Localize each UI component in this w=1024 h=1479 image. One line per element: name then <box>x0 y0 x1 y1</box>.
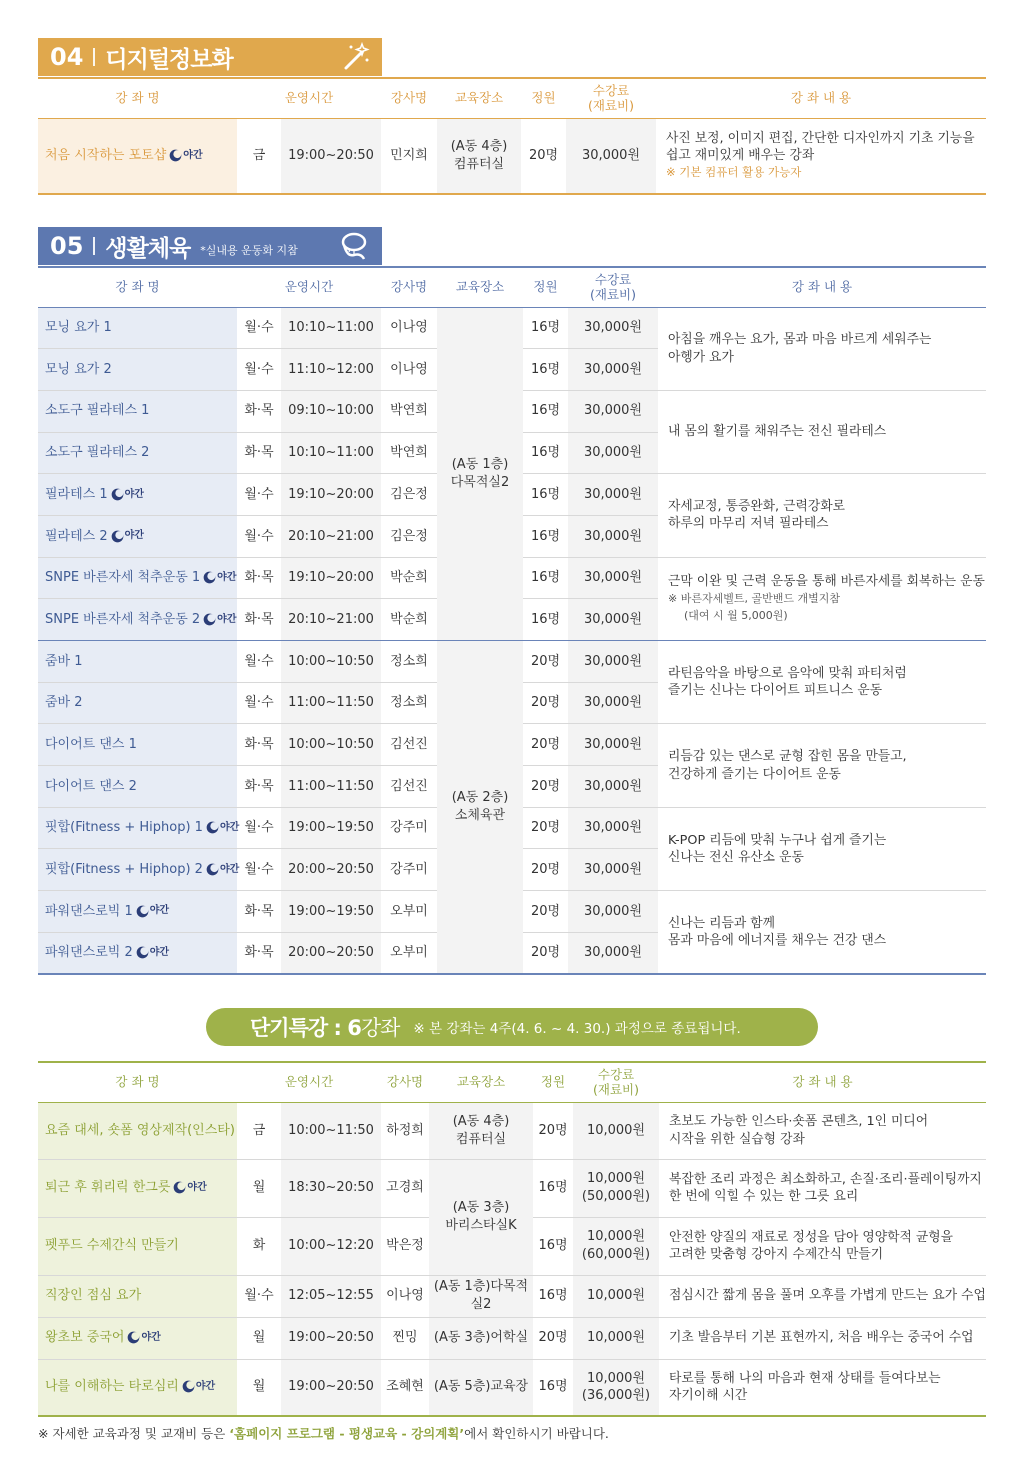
course-teacher: 이나영 <box>381 1275 429 1317</box>
course-day: 월 <box>237 1317 281 1359</box>
course-teacher: 찐밍 <box>381 1317 429 1359</box>
course-description: 점심시간 짧게 몸을 풀며 오후를 가볍게 만드는 요가 수업 <box>659 1275 986 1317</box>
course-description: 근막 이완 및 근력 운동을 통해 바른자세를 회복하는 운동 ※ 바른자세벨트, 골반밴드 개별지참 (대여 시 월 5,000원) <box>658 557 986 640</box>
course-place: (A동 3층) 바리스타실K <box>429 1159 533 1275</box>
course-fee: 30,000원 <box>568 599 658 641</box>
course-name: SNPE 바른자세 척추운동 2 야간 <box>38 599 237 641</box>
moon-icon <box>136 905 149 918</box>
night-badge: 야간 <box>203 613 236 627</box>
course-description: 신나는 리듬과 함께 몸과 마음에 에너지를 채우는 건강 댄스 <box>658 891 986 974</box>
course-time: 10:00~11:50 <box>281 1102 381 1159</box>
course-day: 월 <box>237 1359 281 1416</box>
course-teacher: 오부미 <box>381 891 437 933</box>
course-capacity: 20명 <box>523 932 568 974</box>
table-row <box>38 641 986 683</box>
course-day: 월·수 <box>237 515 281 557</box>
course-time: 09:10~10:00 <box>281 390 381 432</box>
course-day: 화·목 <box>237 432 281 474</box>
course-name: 퇴근 후 휘리릭 한그릇 야간 <box>38 1159 237 1217</box>
course-fee: 30,000원 <box>568 891 658 933</box>
course-fee: 30,000원 <box>568 766 658 808</box>
course-fee: 10,000원 <box>573 1275 659 1317</box>
course-day: 금 <box>252 147 266 163</box>
course-time: 20:00~20:50 <box>281 932 381 974</box>
header-capacity: 정원 <box>521 78 566 118</box>
special-title: 단기특강 : 6강좌 <box>250 1016 400 1040</box>
course-day: 월·수 <box>237 849 281 891</box>
header-name: 강 좌 명 <box>38 1062 237 1102</box>
night-badge: 야간 <box>136 904 169 918</box>
course-teacher: 김선진 <box>381 724 437 766</box>
moon-icon <box>206 821 219 834</box>
course-capacity: 20명 <box>523 891 568 933</box>
course-fee: 10,000원 (50,000원) <box>573 1159 659 1217</box>
course-teacher: 하정희 <box>381 1102 429 1159</box>
moon-icon <box>111 530 124 543</box>
course-day: 화·목 <box>237 932 281 974</box>
course-capacity: 20명 <box>523 849 568 891</box>
course-teacher: 박순희 <box>381 557 437 599</box>
course-teacher: 조혜현 <box>381 1359 429 1416</box>
table-header <box>38 78 986 118</box>
night-badge: 야간 <box>206 821 239 835</box>
header-name: 강 좌 명 <box>38 78 237 118</box>
course-day: 화·목 <box>237 390 281 432</box>
header-time: 운영시간 <box>237 78 381 118</box>
course-capacity: 16명 <box>523 557 568 599</box>
course-name: 다이어트 댄스 2 <box>38 766 237 808</box>
course-capacity: 16명 <box>523 390 568 432</box>
course-day: 화·목 <box>237 766 281 808</box>
course-day: 금 <box>237 1102 281 1159</box>
course-name: 요즘 대세, 숏폼 영상제작(인스타) <box>38 1102 237 1159</box>
course-day: 월 <box>237 1159 281 1217</box>
course-capacity: 20명 <box>533 1102 573 1159</box>
course-teacher: 김선진 <box>381 766 437 808</box>
course-capacity: 20명 <box>523 682 568 724</box>
header-teacher: 강사명 <box>381 1062 429 1102</box>
course-capacity: 16명 <box>523 599 568 641</box>
table-row <box>38 1159 986 1217</box>
course-fee: 30,000원 <box>568 932 658 974</box>
course-name: 파워댄스로빅 1 야간 <box>38 891 237 933</box>
moon-icon <box>173 1181 186 1194</box>
course-teacher: 강주미 <box>381 849 437 891</box>
course-teacher: 박연희 <box>381 390 437 432</box>
header-name: 강 좌 명 <box>38 267 237 307</box>
course-capacity: 16명 <box>533 1275 573 1317</box>
course-time: 11:10~12:00 <box>281 349 381 391</box>
night-badge: 야간 <box>203 571 236 585</box>
section-05-banner <box>38 227 382 265</box>
night-badge: 야간 <box>182 1380 215 1394</box>
course-fee: 30,000원 <box>568 849 658 891</box>
night-badge: 야간 <box>206 863 239 877</box>
course-day: 월·수 <box>237 641 281 683</box>
course-time: 12:05~12:55 <box>281 1275 381 1317</box>
course-description: 타로를 통해 나의 마음과 현재 상태를 들여다보는 자기이해 시간 <box>659 1359 986 1416</box>
course-time: 11:00~11:50 <box>281 682 381 724</box>
course-description: 초보도 가능한 인스타·숏폼 콘텐츠, 1인 미디어 시작을 위한 실습형 강좌 <box>659 1102 986 1159</box>
special-note: ※ 본 강좌는 4주(4. 6. ~ 4. 30.) 과정으로 종료됩니다. <box>413 1021 741 1037</box>
course-capacity: 20명 <box>523 641 568 683</box>
course-capacity: 16명 <box>533 1359 573 1416</box>
section-title: 디지털정보화 <box>105 46 233 73</box>
course-description: 사진 보정, 이미지 편집, 간단한 디자인까지 기초 기능을 쉽고 재미있게 배우는 강좌 ※ 기본 컴퓨터 활용 가능자 <box>666 130 975 180</box>
course-fee: 10,000원 <box>573 1102 659 1159</box>
table-row <box>38 1317 986 1359</box>
divider <box>93 48 95 66</box>
course-capacity: 16명 <box>523 474 568 516</box>
course-place: (A동 3층)어학실 <box>429 1317 533 1359</box>
course-day: 화·목 <box>237 599 281 641</box>
night-badge: 야간 <box>169 149 202 163</box>
night-badge: 야간 <box>111 488 144 502</box>
night-badge: 야간 <box>111 529 144 543</box>
course-name: 모닝 요가 1 <box>38 307 237 349</box>
section-number: 04 <box>50 43 84 71</box>
table-header <box>38 267 986 307</box>
table-row <box>38 1275 986 1317</box>
moon-icon <box>203 571 216 584</box>
course-name: 핏합(Fitness + Hiphop) 2 야간 <box>38 849 237 891</box>
moon-icon <box>136 946 149 959</box>
course-place: (A동 4층) 컴퓨터실 <box>437 118 521 194</box>
course-teacher: 박연희 <box>381 432 437 474</box>
course-fee: 30,000원 <box>568 390 658 432</box>
course-capacity: 20명 <box>528 147 559 163</box>
magic-wand-icon <box>340 42 370 72</box>
course-place: (A동 5층)교육장 <box>429 1359 533 1416</box>
table-row <box>38 1102 986 1159</box>
header-capacity: 정원 <box>533 1062 573 1102</box>
course-teacher: 민지희 <box>390 147 428 163</box>
course-fee: 30,000원 <box>568 557 658 599</box>
course-time: 19:00~19:50 <box>281 807 381 849</box>
course-place: (A동 2층) 소체육관 <box>437 641 523 975</box>
header-content: 강 좌 내 용 <box>656 78 986 118</box>
course-time: 20:10~21:00 <box>281 515 381 557</box>
course-teacher: 정소희 <box>381 641 437 683</box>
course-teacher: 오부미 <box>381 932 437 974</box>
homepage-link-text: ‘홈페이지 프로그램 - 평생교육 - 강의계획’ <box>229 1426 465 1441</box>
course-name: 왕초보 중국어 야간 <box>38 1317 237 1359</box>
course-place: (A동 4층) 컴퓨터실 <box>429 1102 533 1159</box>
course-teacher: 정소희 <box>381 682 437 724</box>
course-name: 필라테스 1 야간 <box>38 474 237 516</box>
night-badge: 야간 <box>173 1181 206 1195</box>
course-time: 20:10~21:00 <box>281 599 381 641</box>
course-name: 다이어트 댄스 1 <box>38 724 237 766</box>
header-capacity: 정원 <box>523 267 568 307</box>
course-day: 화 <box>237 1217 281 1275</box>
section-note: *실내용 운동화 지참 <box>200 244 298 257</box>
course-capacity: 16명 <box>523 515 568 557</box>
course-capacity: 20명 <box>523 724 568 766</box>
course-name: 소도구 필라테스 1 <box>38 390 237 432</box>
course-name: 필라테스 2 야간 <box>38 515 237 557</box>
course-fee: 30,000원 <box>568 807 658 849</box>
digital-course-table <box>38 77 986 195</box>
special-course-table <box>38 1061 986 1417</box>
course-place: (A동 1층) 다목적실2 <box>437 307 523 641</box>
course-day: 월·수 <box>237 307 281 349</box>
course-name: 펫푸드 수제간식 만들기 <box>38 1217 237 1275</box>
header-time: 운영시간 <box>237 1062 381 1102</box>
course-teacher: 이나영 <box>381 307 437 349</box>
course-time: 19:00~20:50 <box>281 118 381 194</box>
header-place: 교육장소 <box>437 267 523 307</box>
course-capacity: 20명 <box>523 766 568 808</box>
course-teacher: 고경희 <box>381 1159 429 1217</box>
course-capacity: 16명 <box>523 432 568 474</box>
footer-note: ※ 자세한 교육과정 및 교재비 등은 ‘홈페이지 프로그램 - 평생교육 - 강의계획’에서 확인하시기 바랍니다. <box>38 1426 609 1441</box>
header-time: 운영시간 <box>237 267 381 307</box>
course-fee: 30,000원 <box>568 349 658 391</box>
moon-icon <box>111 488 124 501</box>
divider <box>93 237 95 255</box>
table-row <box>38 1359 986 1416</box>
course-teacher: 박은정 <box>381 1217 429 1275</box>
course-fee: 10,000원 <box>573 1317 659 1359</box>
course-time: 19:00~20:50 <box>281 1359 381 1416</box>
course-day: 화·목 <box>237 724 281 766</box>
course-teacher: 박순희 <box>381 599 437 641</box>
course-time: 10:00~12:20 <box>281 1217 381 1275</box>
course-name: 줌바 1 <box>38 641 237 683</box>
header-fee: 수강료 (재료비) <box>573 1062 659 1102</box>
course-name: 처음 시작하는 포토샵 야간 <box>38 118 237 194</box>
course-day: 화·목 <box>237 557 281 599</box>
header-teacher: 강사명 <box>381 78 437 118</box>
course-capacity: 16명 <box>533 1159 573 1217</box>
course-description: 안전한 양질의 재료로 정성을 담아 영양학적 균형을 고려한 맞춤형 강아지 수제간식 만들기 <box>659 1217 986 1275</box>
course-capacity: 16명 <box>533 1217 573 1275</box>
course-time: 19:00~20:50 <box>281 1317 381 1359</box>
section-title: 생활체육 <box>105 235 191 262</box>
course-fee: 10,000원 (36,000원) <box>573 1359 659 1416</box>
course-teacher: 이나영 <box>381 349 437 391</box>
course-name: SNPE 바른자세 척추운동 1 야간 <box>38 557 237 599</box>
course-description: 내 몸의 활기를 채워주는 전신 필라테스 <box>658 390 986 473</box>
course-name: 모닝 요가 2 <box>38 349 237 391</box>
moon-icon <box>182 1380 195 1393</box>
table-row <box>38 307 986 349</box>
header-content: 강 좌 내 용 <box>658 267 986 307</box>
course-day: 월·수 <box>237 1275 281 1317</box>
course-description: K-POP 리듬에 맞춰 누구나 쉽게 즐기는 신나는 전신 유산소 운동 <box>658 807 986 890</box>
course-fee: 30,000원 <box>568 724 658 766</box>
course-time: 19:00~19:50 <box>281 891 381 933</box>
course-name: 소도구 필라테스 2 <box>38 432 237 474</box>
header-teacher: 강사명 <box>381 267 437 307</box>
course-fee: 30,000원 <box>568 307 658 349</box>
course-place: (A동 1층)다목적실2 <box>429 1275 533 1317</box>
course-day: 화·목 <box>237 891 281 933</box>
course-time: 10:10~11:00 <box>281 307 381 349</box>
moon-icon <box>203 613 216 626</box>
course-capacity: 20명 <box>523 807 568 849</box>
course-name: 줌바 2 <box>38 682 237 724</box>
header-place: 교육장소 <box>437 78 521 118</box>
night-badge: 야간 <box>136 946 169 960</box>
course-day: 월·수 <box>237 474 281 516</box>
course-fee: 30,000원 <box>568 682 658 724</box>
header-fee: 수강료 (재료비) <box>568 267 658 307</box>
course-time: 10:00~10:50 <box>281 724 381 766</box>
moon-icon <box>127 1331 140 1344</box>
course-name: 나를 이해하는 타로심리 야간 <box>38 1359 237 1416</box>
course-time: 10:10~11:00 <box>281 432 381 474</box>
course-description: 복잡한 조리 과정은 최소화하고, 손질·조리·플레이팅까지 한 번에 익힐 수 있는 한 그릇 요리 <box>659 1159 986 1217</box>
course-description: 아침을 깨우는 요가, 몸과 마음 바르게 세워주는 아헹가 요가 <box>658 307 986 390</box>
header-fee: 수강료 (재료비) <box>566 78 656 118</box>
course-day: 월·수 <box>237 682 281 724</box>
course-description: 자세교정, 통증완화, 근력강화로 하루의 마무리 저녁 필라테스 <box>658 474 986 557</box>
course-description: 라틴음악을 바탕으로 음악에 맞춰 파티처럼 즐기는 신나는 다이어트 피트니스 운동 <box>658 641 986 724</box>
course-teacher: 강주미 <box>381 807 437 849</box>
course-time: 19:10~20:00 <box>281 557 381 599</box>
course-day: 월·수 <box>237 349 281 391</box>
course-fee: 30,000원 <box>568 641 658 683</box>
course-time: 10:00~10:50 <box>281 641 381 683</box>
course-fee: 30,000원 <box>568 432 658 474</box>
course-name: 파워댄스로빅 2 야간 <box>38 932 237 974</box>
course-description: 기초 발음부터 기본 표현까지, 처음 배우는 중국어 수업 <box>659 1317 986 1359</box>
course-fee: 10,000원 (60,000원) <box>573 1217 659 1275</box>
course-fee: 30,000원 <box>568 515 658 557</box>
table-row <box>38 118 986 194</box>
night-badge: 야간 <box>127 1331 160 1345</box>
moon-icon <box>169 149 182 162</box>
course-capacity: 16명 <box>523 307 568 349</box>
course-capacity: 20명 <box>533 1317 573 1359</box>
measuring-tape-icon <box>338 231 370 261</box>
course-teacher: 김은정 <box>381 474 437 516</box>
course-time: 11:00~11:50 <box>281 766 381 808</box>
course-fee: 30,000원 <box>566 118 656 194</box>
course-capacity: 16명 <box>523 349 568 391</box>
sports-course-table <box>38 266 986 975</box>
course-teacher: 김은정 <box>381 515 437 557</box>
course-time: 19:10~20:00 <box>281 474 381 516</box>
course-fee: 30,000원 <box>568 474 658 516</box>
header-place: 교육장소 <box>429 1062 533 1102</box>
section-04-banner <box>38 38 382 76</box>
course-day: 월·수 <box>237 807 281 849</box>
course-time: 20:00~20:50 <box>281 849 381 891</box>
special-course-banner <box>206 1008 818 1046</box>
moon-icon <box>206 863 219 876</box>
course-description: 리듬감 있는 댄스로 균형 잡힌 몸을 만들고, 건강하게 즐기는 다이어트 운동 <box>658 724 986 807</box>
course-name: 직장인 점심 요가 <box>38 1275 237 1317</box>
header-content: 강 좌 내 용 <box>659 1062 986 1102</box>
section-number: 05 <box>50 232 84 260</box>
course-name: 핏합(Fitness + Hiphop) 1 야간 <box>38 807 237 849</box>
course-time: 18:30~20:50 <box>281 1159 381 1217</box>
table-header <box>38 1062 986 1102</box>
